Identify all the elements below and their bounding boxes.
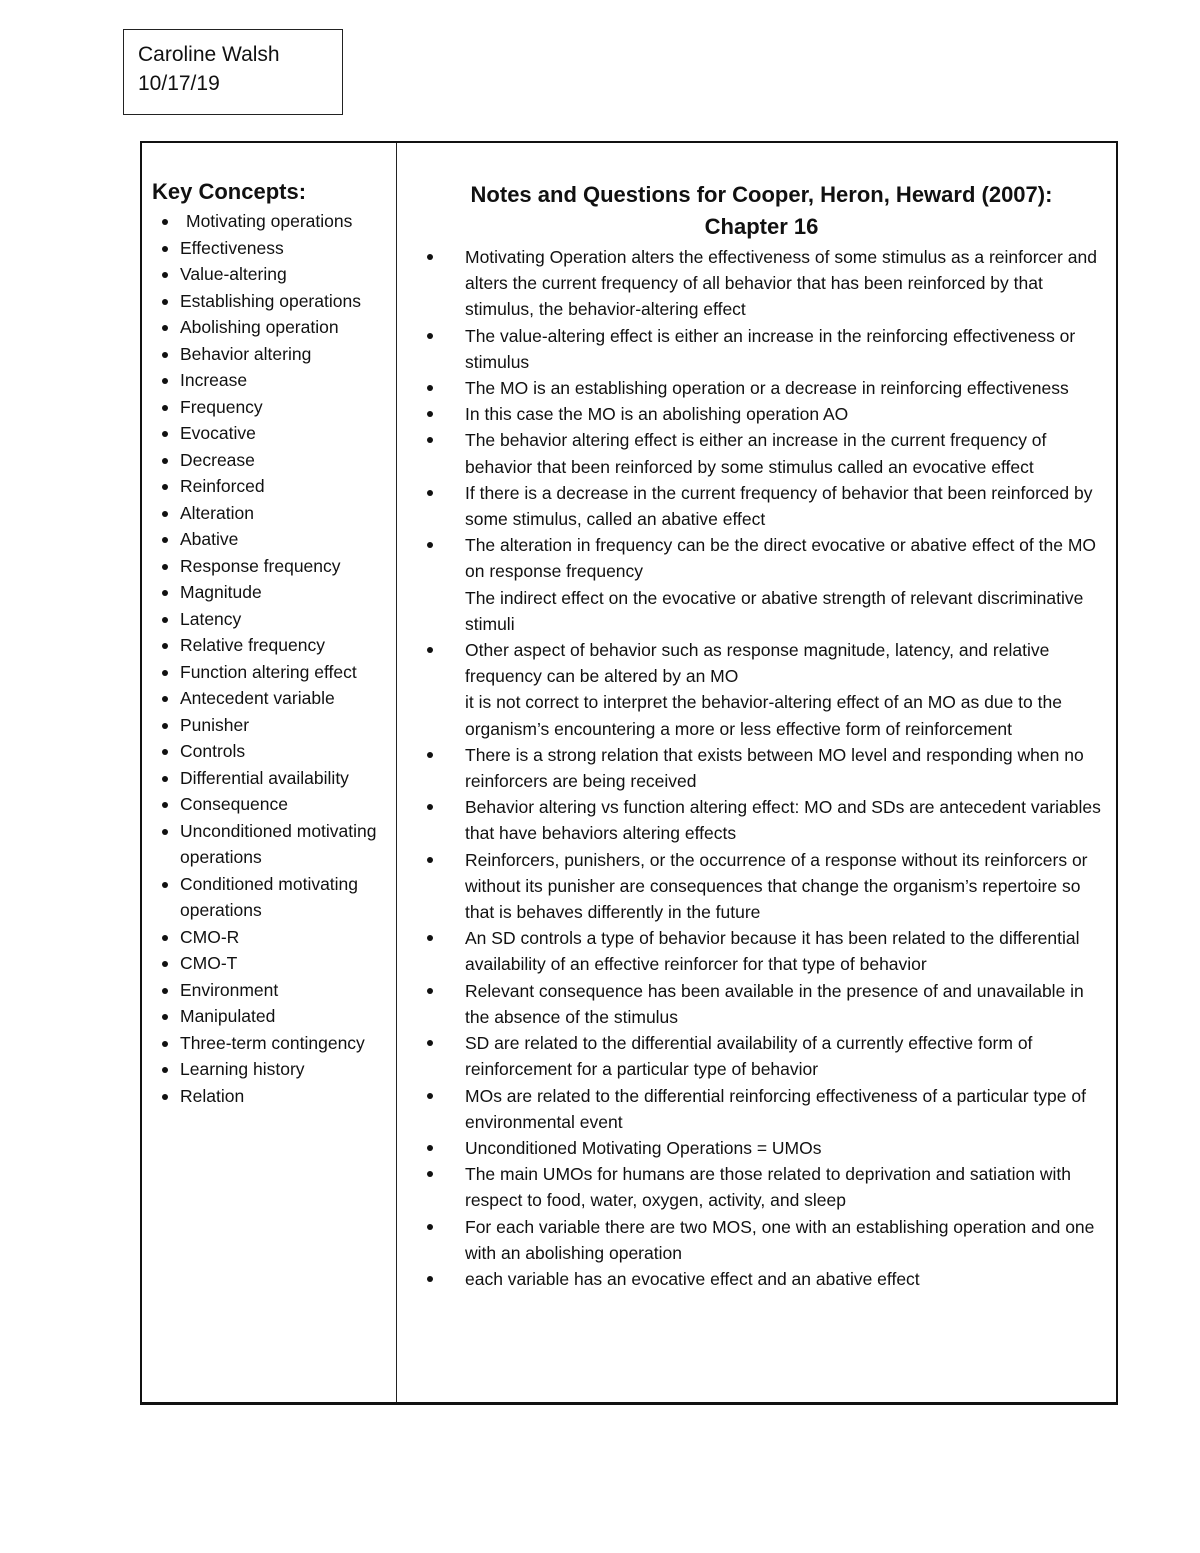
list-item: each variable has an evocative effect and an abative effect (427, 1266, 1106, 1292)
author-name: Caroline Walsh (138, 43, 280, 66)
notes-title-line-2: Chapter 16 (704, 214, 819, 239)
list-item: In this case the MO is an abolishing operation AO (427, 401, 1106, 427)
notes-column (397, 143, 1116, 1402)
list-item: Alteration (152, 500, 396, 527)
list-item: Relation (152, 1083, 396, 1110)
list-item: Learning history (152, 1056, 396, 1083)
key-concepts-list (152, 208, 396, 1109)
list-item: Decrease (152, 447, 396, 474)
list-item: Unconditioned motivating operations (152, 818, 396, 871)
list-item: Three-term contingency (152, 1030, 396, 1057)
list-item: Abolishing operation (152, 314, 396, 341)
list-item: Value-altering (152, 261, 396, 288)
document-date: 10/17/19 (138, 72, 220, 95)
list-item: Controls (152, 738, 396, 765)
list-item: Motivating operations (152, 208, 396, 235)
list-item: Environment (152, 977, 396, 1004)
list-item: Effectiveness (152, 235, 396, 262)
list-item: Relative frequency (152, 632, 396, 659)
list-item: Relevant consequence has been available in the presence of and unavailable in the absence of the stimulus (427, 978, 1106, 1030)
notes-list (427, 244, 1106, 1292)
list-item: Frequency (152, 394, 396, 421)
list-item: Differential availability (152, 765, 396, 792)
list-item: Behavior altering (152, 341, 396, 368)
list-item: Latency (152, 606, 396, 633)
list-item: Response frequency (152, 553, 396, 580)
list-item: CMO-T (152, 950, 396, 977)
list-item: Antecedent variable (152, 685, 396, 712)
list-item: Reinforced (152, 473, 396, 500)
list-item: If there is a decrease in the current frequency of behavior that been reinforced by some stimulus, called an abative effect (427, 480, 1106, 532)
notes-title (427, 179, 1106, 243)
name-date-box (123, 29, 343, 115)
list-item: Other aspect of behavior such as response magnitude, latency, and relative frequency can be altered by an MO (427, 637, 1106, 689)
list-item: The value-altering effect is either an increase in the reinforcing effectiveness or stimulus (427, 323, 1106, 375)
list-item: An SD controls a type of behavior because it has been related to the differential availability of an effective reinforcer for that type of behavior (427, 925, 1106, 977)
list-item: CMO-R (152, 924, 396, 951)
list-item: For each variable there are two MOS, one with an establishing operation and one with an abolishing operation (427, 1214, 1106, 1266)
key-concepts-heading: Key Concepts: (152, 179, 307, 204)
notes-title-line-1: Notes and Questions for Cooper, Heron, Heward (2007): (470, 182, 1053, 207)
notes-table (140, 141, 1118, 1405)
list-item: Reinforcers, punishers, or the occurrence of a response without its reinforcers or without its punisher are consequences that change the organism’s repertoire so that is behaves differently in the future (427, 847, 1106, 926)
list-item: Manipulated (152, 1003, 396, 1030)
list-item: There is a strong relation that exists between MO level and responding when no reinforcers are being received (427, 742, 1106, 794)
list-item: Abative (152, 526, 396, 553)
list-item: Consequence (152, 791, 396, 818)
list-item: Increase (152, 367, 396, 394)
list-item: Function altering effect (152, 659, 396, 686)
list-item: The behavior altering effect is either an increase in the current frequency of behavior that been reinforced by some stimulus called an evocative effect (427, 427, 1106, 479)
list-item: Magnitude (152, 579, 396, 606)
list-item-continuation: it is not correct to interpret the behavior-altering effect of an MO as due to the organism’s encountering a more or less effective form of reinforcement (465, 692, 1062, 739)
list-item: Unconditioned Motivating Operations = UMOs (427, 1135, 1106, 1161)
list-item: MOs are related to the differential reinforcing effectiveness of a particular type of environmental event (427, 1083, 1106, 1135)
list-item: The alteration in frequency can be the direct evocative or abative effect of the MO on response frequency (427, 532, 1106, 584)
list-item: Evocative (152, 420, 396, 447)
list-item-continuation: The indirect effect on the evocative or abative strength of relevant discriminative stimuli (465, 587, 1084, 634)
list-item: Behavior altering vs function altering effect: MO and SDs are antecedent variables that have behaviors altering effects (427, 794, 1106, 846)
list-item: Establishing operations (152, 288, 396, 315)
list-item: Conditioned motivating operations (152, 871, 396, 924)
list-item: Punisher (152, 712, 396, 739)
list-item: The main UMOs for humans are those related to deprivation and satiation with respect to food, water, oxygen, activity, and sleep (427, 1161, 1106, 1213)
key-concepts-column (142, 143, 397, 1402)
list-item: The MO is an establishing operation or a decrease in reinforcing effectiveness (427, 375, 1106, 401)
list-item: SD are related to the differential availability of a currently effective form of reinforcement for a particular type of behavior (427, 1030, 1106, 1082)
list-item: Motivating Operation alters the effectiveness of some stimulus as a reinforcer and alters the current frequency of all behavior that has been reinforced by that stimulus, the behavior-altering effect (427, 244, 1106, 323)
